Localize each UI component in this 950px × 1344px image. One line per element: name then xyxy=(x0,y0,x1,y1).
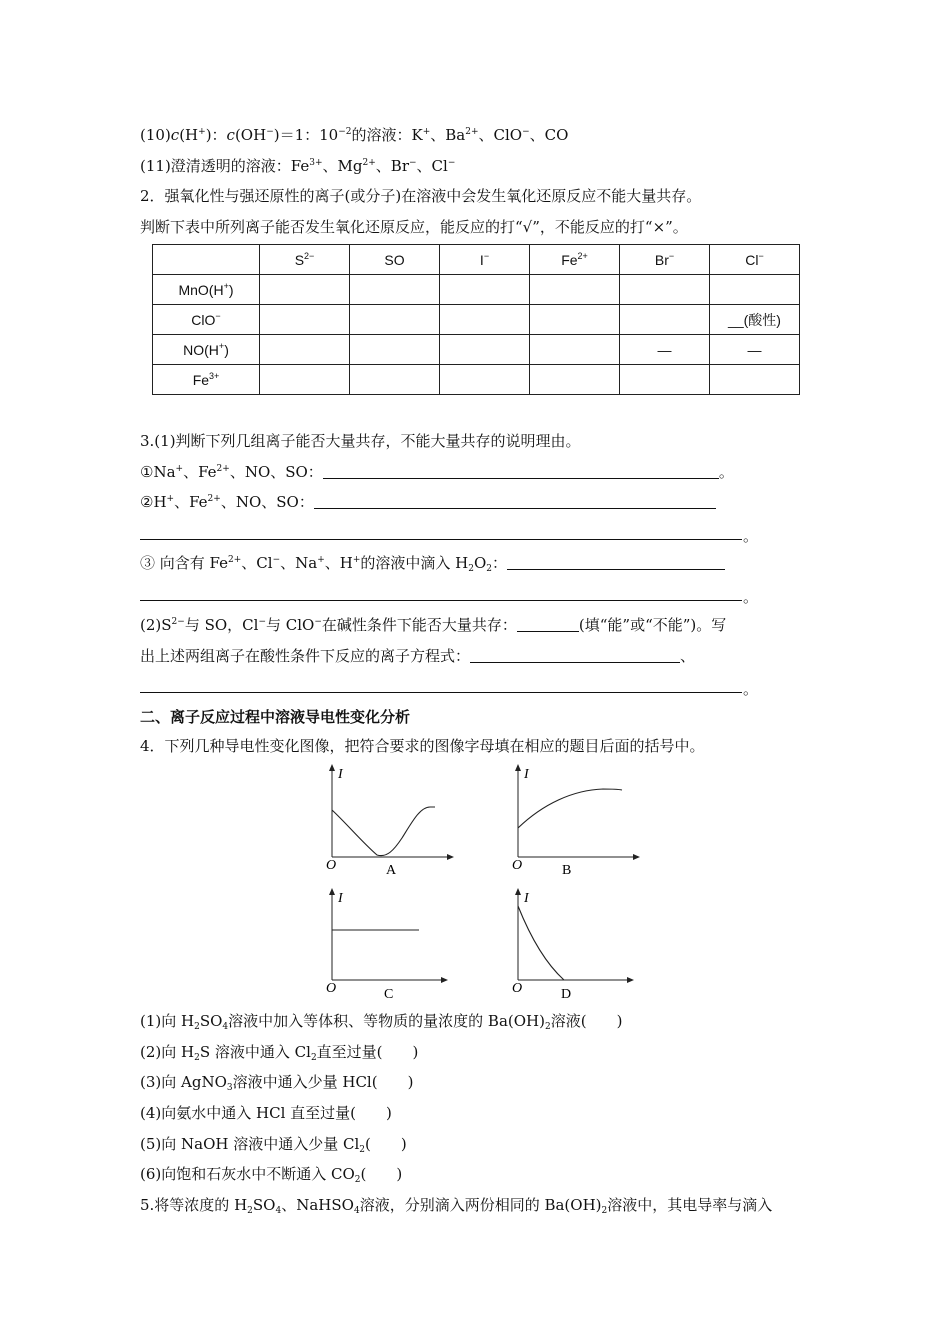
table-cell[interactable] xyxy=(440,335,530,365)
answer-blank[interactable] xyxy=(314,494,716,509)
item-10: (10)c(H+)：c(OH−)＝1：$10^{-2}$的溶液：K+、$Ba^{2+}$、ClO−、CO xyxy=(140,126,569,144)
y-label: I xyxy=(338,767,343,782)
y-axis-arrow xyxy=(515,888,521,895)
question-4-item-3: (3)向 AgNO$_3$溶液中通入少量 HCl( ) xyxy=(140,1073,414,1093)
table-cell[interactable] xyxy=(350,365,440,395)
redox-table xyxy=(152,244,800,395)
graph-name: C xyxy=(384,987,394,1002)
table-header-cell: $S^{2-}$ xyxy=(260,245,350,275)
question-2-instruction: 判断下表中所列离子能否发生氧化还原反应，能反应的打“√”，不能反应的打“×”。 xyxy=(140,218,688,236)
question-3-item-3: ③ 向含有 $Fe^{2+}$、Cl−、Na+、H+的溶液中滴入 $H_2O_2$： xyxy=(140,553,725,573)
table-cell[interactable] xyxy=(710,365,800,395)
question-3-item-2: ②H+、$Fe^{2+}$、NO、SO： xyxy=(140,492,716,512)
table-cell[interactable] xyxy=(440,305,530,335)
table-cell[interactable] xyxy=(530,365,620,395)
question-4-item-6: (6)向饱和石灰水中不断通入 $CO_2$( ) xyxy=(140,1165,403,1185)
question-5: 5.将等浓度的 $H_2SO_4$、NaHSO$_4$溶液，分别滴入两份相同的 $Ba(OH)_2$溶液中，其电导率与滴入 xyxy=(140,1196,773,1216)
x-axis-arrow xyxy=(441,977,448,983)
y-axis-arrow xyxy=(515,764,521,771)
graph-c-svg xyxy=(322,886,452,1006)
question-4-item-1: (1)向 $H_2SO_4$溶液中加入等体积、等物质的量浓度的 $Ba(OH)_2$溶液( ) xyxy=(140,1012,623,1032)
question-4-item-5: (5)向 NaOH 溶液中通入少量 $Cl_2$( ) xyxy=(140,1135,407,1155)
y-label: I xyxy=(338,891,343,906)
table-cell[interactable] xyxy=(260,365,350,395)
table-row-label: $Fe^{3+}$ xyxy=(153,365,260,395)
table-cell[interactable]: __(酸性) xyxy=(710,305,800,335)
period-mark: 。 xyxy=(743,680,759,698)
graph-b-svg xyxy=(508,762,638,882)
table-header-cell: $Fe^{2+}$ xyxy=(530,245,620,275)
period-mark: 。 xyxy=(743,588,759,606)
table-row-label: NO(H+) xyxy=(153,335,260,365)
graph-c xyxy=(322,886,452,1010)
table-cell[interactable] xyxy=(530,305,620,335)
y-axis-arrow xyxy=(329,888,335,895)
table-cell[interactable] xyxy=(260,335,350,365)
table-row-label: MnO(H+) xyxy=(153,275,260,305)
question-4: 4．下列几种导电性变化图像，把符合要求的图像字母填在相应的题目后面的括号中。 xyxy=(140,737,705,755)
origin-label: O xyxy=(326,981,337,996)
table-row xyxy=(153,335,800,365)
table-cell[interactable] xyxy=(350,275,440,305)
answer-blank[interactable] xyxy=(507,555,725,570)
table-cell[interactable] xyxy=(260,305,350,335)
question-4-item-2: (2)向 $H_2S$ 溶液中通入 $Cl_2$直至过量( ) xyxy=(140,1043,419,1063)
table-cell[interactable] xyxy=(440,365,530,395)
table-cell[interactable] xyxy=(530,275,620,305)
graph-a-svg xyxy=(322,762,452,882)
y-label: I xyxy=(524,891,529,906)
answer-blank-full[interactable] xyxy=(140,600,742,601)
question-4-item-4: (4)向氨水中通入 HCl 直至过量( ) xyxy=(140,1104,392,1122)
table-row xyxy=(153,275,800,305)
question-3-title: 3.(1)判断下列几组离子能否大量共存，不能大量共存的说明理由。 xyxy=(140,432,581,450)
table-cell: — xyxy=(710,335,800,365)
graph-a xyxy=(322,762,452,886)
y-axis-arrow xyxy=(329,764,335,771)
table-row xyxy=(153,365,800,395)
table-cell[interactable] xyxy=(350,305,440,335)
graph-d xyxy=(508,886,638,1010)
table-row xyxy=(153,305,800,335)
table-row-label: ClO− xyxy=(153,305,260,335)
curve-a xyxy=(332,807,435,856)
table-cell[interactable] xyxy=(710,275,800,305)
question-3-part-2: $(2)S^{2-}$与 SO，Cl−与 ClO−在碱性条件下能否大量共存： (填“能”或“不能”)。写 xyxy=(140,616,727,634)
answer-blank-full[interactable] xyxy=(140,539,742,540)
item-11: (11)澄清透明的溶液：$Fe^{3+}$、$Mg^{2+}$、Br−、Cl− xyxy=(140,157,456,175)
graph-b xyxy=(508,762,638,886)
x-axis-arrow xyxy=(627,977,634,983)
origin-label: O xyxy=(512,981,523,996)
table-header-cell: Cl− xyxy=(710,245,800,275)
answer-blank[interactable] xyxy=(470,648,680,663)
section-heading: 二、离子反应过程中溶液导电性变化分析 xyxy=(140,708,411,726)
x-axis-arrow xyxy=(447,854,454,860)
table-cell[interactable] xyxy=(620,275,710,305)
table-cell[interactable] xyxy=(260,275,350,305)
question-3-part-2-continued: 出上述两组离子在酸性条件下反应的离子方程式： 、 xyxy=(140,647,696,665)
answer-blank-full[interactable] xyxy=(140,692,742,693)
table-cell[interactable] xyxy=(440,275,530,305)
period-mark: 。 xyxy=(743,527,759,545)
table-cell[interactable] xyxy=(620,365,710,395)
question-2: 2．强氧化性与强还原性的离子(或分子)在溶液中会发生氧化还原反应不能大量共存。 xyxy=(140,187,702,205)
table-header-cell: SO xyxy=(350,245,440,275)
table-header-row xyxy=(153,245,800,275)
curve-d xyxy=(518,906,564,980)
table-header-cell: I− xyxy=(440,245,530,275)
graph-name: B xyxy=(562,863,572,878)
origin-label: O xyxy=(512,858,523,873)
y-label: I xyxy=(524,767,529,782)
table-cell[interactable] xyxy=(350,335,440,365)
question-3-item-1: ①Na+、$Fe^{2+}$、NO、SO： 。 xyxy=(140,463,734,481)
graph-name: A xyxy=(386,863,397,878)
table-cell[interactable] xyxy=(530,335,620,365)
answer-blank[interactable] xyxy=(517,617,579,632)
origin-label: O xyxy=(326,858,337,873)
table-corner-cell xyxy=(153,245,260,275)
table-header-cell: Br− xyxy=(620,245,710,275)
curve-b xyxy=(518,789,622,828)
table-cell[interactable] xyxy=(620,305,710,335)
graph-name: D xyxy=(561,987,572,1002)
graph-d-svg xyxy=(508,886,638,1006)
answer-blank[interactable] xyxy=(323,464,719,479)
table-cell: — xyxy=(620,335,710,365)
x-axis-arrow xyxy=(633,854,640,860)
